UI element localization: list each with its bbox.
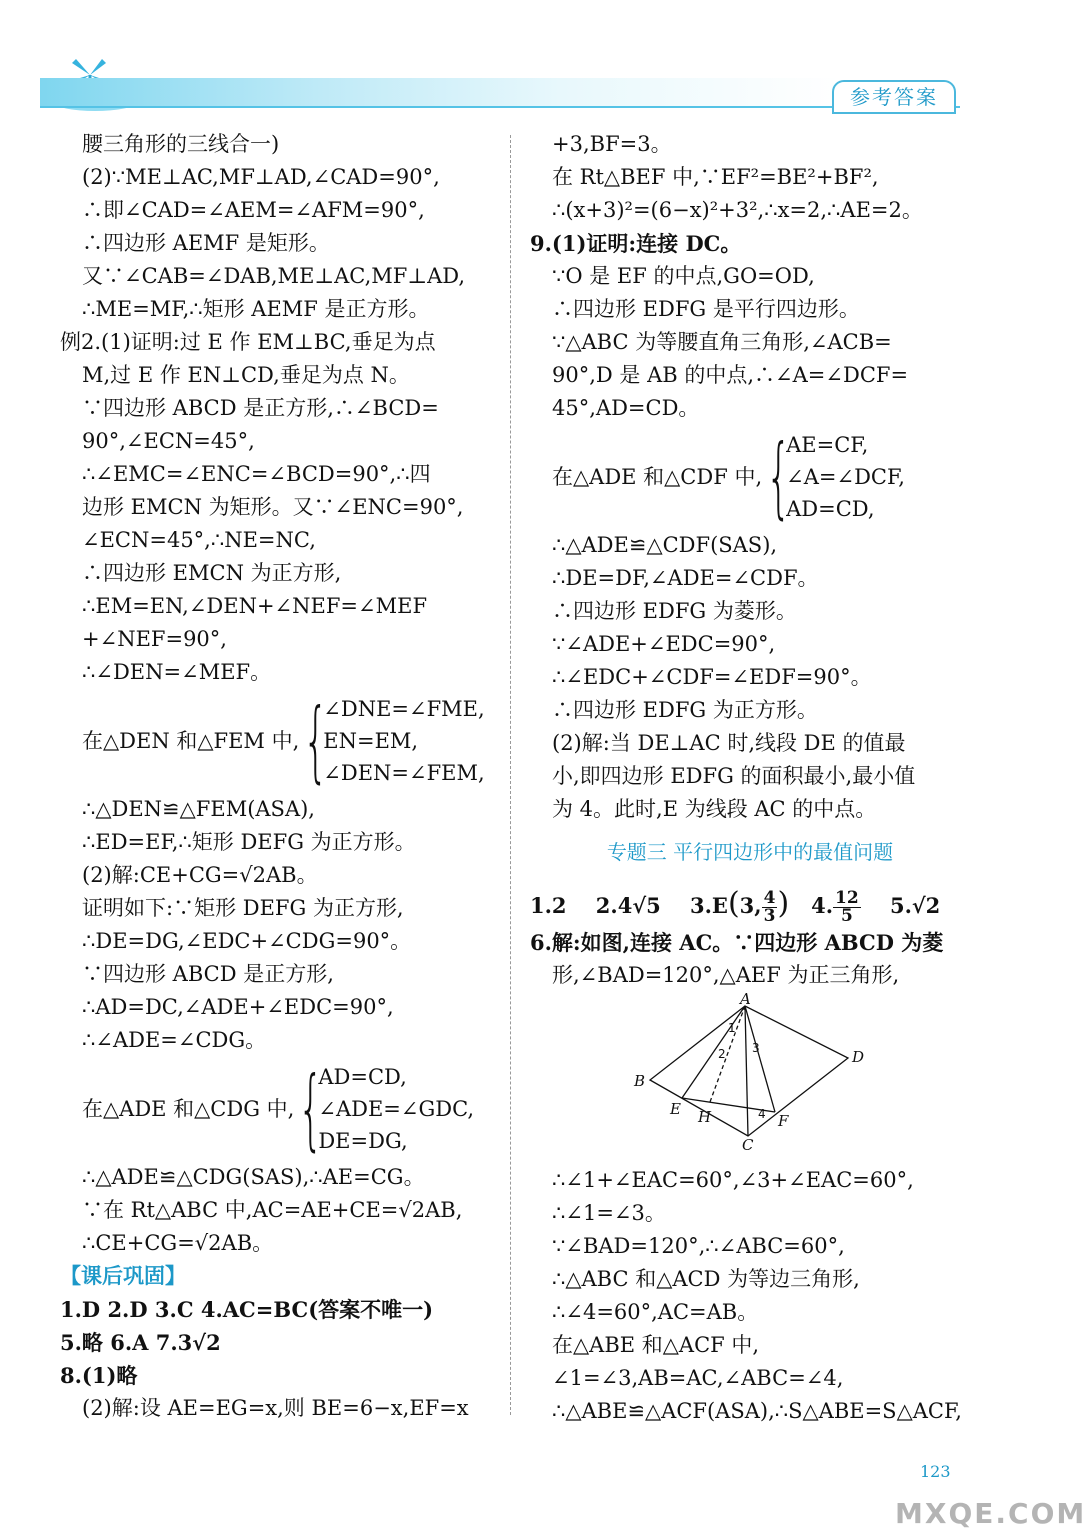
text-line: ∴四边形 EDFG 为菱形。 (552, 599, 797, 623)
text-line: ∴四边形 EDFG 为正方形。 (552, 698, 818, 722)
right-column (530, 128, 970, 1428)
text-line: +3,BF=3。 (552, 132, 672, 156)
answers-row: 1.2 2.4√5 3.E(3, $\frac{4}{3}$ ) 4. $\frac{12}{5}$ 5.√2 (530, 886, 941, 926)
text-line: ∴AD=DC,∠ADE+∠EDC=90°, (82, 995, 394, 1019)
text-line: ∵O 是 EF 的中点,GO=OD, (552, 264, 815, 288)
label-c: C (742, 1136, 754, 1154)
text-line: ∠ECN=45°,∴NE=NC, (82, 528, 316, 552)
text-line: ∠1=∠3,AB=AC,∠ABC=∠4, (552, 1366, 844, 1390)
page-header (0, 0, 1062, 120)
column-divider (510, 135, 511, 1415)
condition-brace (60, 1057, 492, 1160)
segment-af (745, 1006, 775, 1112)
answer-4-prefix: 4. (811, 893, 834, 918)
text-line: +∠NEF=90°, (82, 627, 227, 651)
segment-ae (682, 1006, 745, 1098)
text-line: ∴∠EMC=∠ENC=∠BCD=90°,∴四 (82, 462, 431, 486)
brace-item: ∠A=∠DCF, (786, 465, 905, 489)
answer-line: 1.D 2.D 3.C 4.AC=BC(答案不唯一) (60, 1297, 434, 1322)
text-line: 形,∠BAD=120°,△AEF 为正三角形, (552, 963, 900, 987)
text-line: ∴四边形 EMCN 为正方形, (82, 561, 342, 585)
brace-glyph: { (303, 689, 329, 792)
brace-glyph: { (766, 425, 792, 528)
text-line: ∵四边形 ABCD 是正方形,∴∠BCD= (82, 396, 439, 420)
text-line: ∴ME=MF,∴矩形 AEMF 是正方形。 (82, 297, 430, 321)
text-line: 边形 EMCN 为矩形。又∵∠ENC=90°, (82, 495, 464, 519)
label-h: H (698, 1108, 712, 1126)
text-line: ∴∠1=∠3。 (552, 1201, 666, 1225)
angle-label-4: 4 (758, 1107, 766, 1121)
text-line: ∴∠4=60°,AC=AB。 (552, 1300, 759, 1324)
text-line: (2)解:设 AE=EG=x,则 BE=6−x,EF=x (82, 1396, 469, 1420)
text-line: ∴ED=EF,∴矩形 DEFG 为正方形。 (82, 830, 416, 854)
text-line: ∴DE=DG,∠EDC+∠CDG=90°。 (82, 929, 412, 953)
text-line: 又∵∠CAB=∠DAB,ME⊥AC,MF⊥AD, (82, 264, 466, 288)
text-line: ∴∠DEN=∠MEF。 (82, 660, 272, 684)
brace-item: AD=CD, (318, 1065, 407, 1089)
fraction-denominator: 5 (840, 906, 853, 926)
condition-brace (530, 425, 970, 528)
answer-4-fraction (833, 890, 861, 925)
text-line: 腰三角形的三线合一) (82, 132, 280, 156)
brace-item: AE=CF, (786, 433, 869, 457)
label-d: D (852, 1048, 865, 1066)
section-label: 【课后巩固】 (60, 1264, 186, 1288)
answer-5: 5.√2 (889, 893, 941, 918)
text-line: ∴△ABC 和△ACD 为等边三角形, (552, 1267, 860, 1291)
header-rule (40, 106, 960, 108)
diagonal-ac (745, 1006, 748, 1136)
text-line: ∵在 Rt△ABC 中,AC=AE+CE=√2AB, (82, 1198, 463, 1222)
problem-heading: 9.(1)证明:连接 DC。 (530, 231, 742, 256)
label-f: F (778, 1112, 789, 1130)
text-line: (2)解:CE+CG=√2AB。 (82, 863, 318, 887)
text-line: ∵∠BAD=120°,∴∠ABC=60°, (552, 1234, 845, 1258)
text-line: ∴EM=EN,∠DEN+∠NEF=∠MEF (82, 594, 428, 618)
text-line: 在 Rt△BEF 中,∵EF²=BE²+BF², (552, 165, 879, 189)
fraction-numerator: 4 (763, 888, 776, 908)
text-line: ∴四边形 AEMF 是矩形。 (82, 231, 330, 255)
label-e: E (670, 1100, 681, 1118)
brace-lead: 在△ADE 和△CDG 中, (82, 1096, 295, 1121)
text-line: M,过 E 作 EN⊥CD,垂足为点 N。 (82, 363, 410, 387)
brace-glyph: { (298, 1057, 324, 1160)
text-line: ∵∠ADE+∠EDC=90°, (552, 632, 776, 656)
text-line: (2)解:当 DE⊥AC 时,线段 DE 的值最 (552, 731, 906, 755)
example-heading: 例2.(1)证明:过 E 作 EM⊥BC,垂足为点 (60, 330, 436, 354)
problem-heading: 6.解:如图,连接 AC。∵四边形 ABCD 为菱 (530, 930, 944, 955)
text-line: ∴即∠CAD=∠AEM=∠AFM=90°, (82, 198, 425, 222)
rhombus-figure (630, 990, 870, 1154)
text-line: 为 4。此时,E 为线段 AC 的中点。 (552, 797, 877, 821)
text-line: ∴∠EDC+∠CDF=∠EDF=90°。 (552, 665, 872, 689)
label-a: A (740, 990, 751, 1008)
condition-brace (60, 689, 492, 792)
text-line: ∴DE=DF,∠ADE=∠CDF。 (552, 566, 819, 590)
text-line: 在△ABE 和△ACF 中, (552, 1333, 760, 1357)
answer-line: 8.(1)略 (60, 1363, 138, 1388)
text-line: ∵四边形 ABCD 是正方形, (82, 962, 334, 986)
text-line: ∵△ABC 为等腰直角三角形,∠ACB= (552, 330, 892, 354)
angle-label-3: 3 (752, 1041, 760, 1055)
text-line: 45°,AD=CD。 (552, 396, 700, 420)
text-line: ∴△ADE≌△CDG(SAS),∴AE=CG。 (82, 1165, 425, 1189)
watermark: MXQE.COM (895, 1497, 1086, 1530)
text-line: ∴∠ADE=∠CDG。 (82, 1028, 267, 1052)
angle-label-1: 1 (728, 1021, 736, 1035)
fraction-denominator: 3 (763, 906, 776, 926)
text-line: ∴△DEN≌△FEM(ASA), (82, 797, 315, 821)
left-column (60, 128, 492, 1425)
brace-item: ∠DEN=∠FEM, (323, 761, 485, 785)
text-line: ∴四边形 EDFG 是平行四边形。 (552, 297, 860, 321)
text-line: 90°,D 是 AB 的中点,∴∠A=∠DCF= (552, 363, 909, 387)
brace-lead: 在△ADE 和△CDF 中, (552, 464, 763, 489)
text-line: 小,即四边形 EDFG 的面积最小,最小值 (552, 764, 916, 788)
text-line: ∴△ADE≌△CDF(SAS), (552, 533, 778, 557)
brace-item: DE=DG, (318, 1129, 408, 1153)
angle-label-2: 2 (718, 1047, 726, 1061)
brace-lead: 在△DEN 和△FEM 中, (82, 728, 300, 753)
brace-item: AD=CD, (786, 497, 875, 521)
brace-item: ∠ADE=∠GDC, (318, 1097, 475, 1121)
label-b: B (634, 1072, 646, 1090)
header-band (40, 78, 840, 108)
fraction-numerator: 12 (835, 888, 859, 908)
header-tab: 参考答案 (832, 80, 956, 114)
text-line: 90°,∠ECN=45°, (82, 429, 255, 453)
answer-3-prefix: 3.E (690, 893, 728, 918)
answer-2: 2.4√5 (595, 893, 661, 918)
page-number: 123 (920, 1462, 951, 1481)
text-line: ∴∠1+∠EAC=60°,∠3+∠EAC=60°, (552, 1168, 914, 1192)
text-line: ∴(x+3)²=(6−x)²+3²,∴x=2,∴AE=2。 (552, 198, 923, 222)
brace-item: ∠DNE=∠FME, (323, 697, 485, 721)
text-line: ∴△ABE≌△ACF(ASA),∴S△ABE=S△ACF, (552, 1399, 962, 1423)
section-title: 专题三 平行四边形中的最值问题 (606, 840, 894, 864)
answer-3-fraction (762, 890, 778, 925)
text-line: 证明如下:∵矩形 DEFG 为正方形, (82, 896, 404, 920)
answer-3-x: 3, (739, 893, 762, 918)
text-line: ∴CE+CG=√2AB。 (82, 1231, 274, 1255)
answer-line: 5.略 6.A 7.3√2 (60, 1330, 221, 1355)
answer-1: 1.2 (530, 893, 567, 918)
text-line: (2)∵ME⊥AC,MF⊥AD,∠CAD=90°, (82, 165, 440, 189)
brace-item: EN=EM, (323, 729, 419, 753)
